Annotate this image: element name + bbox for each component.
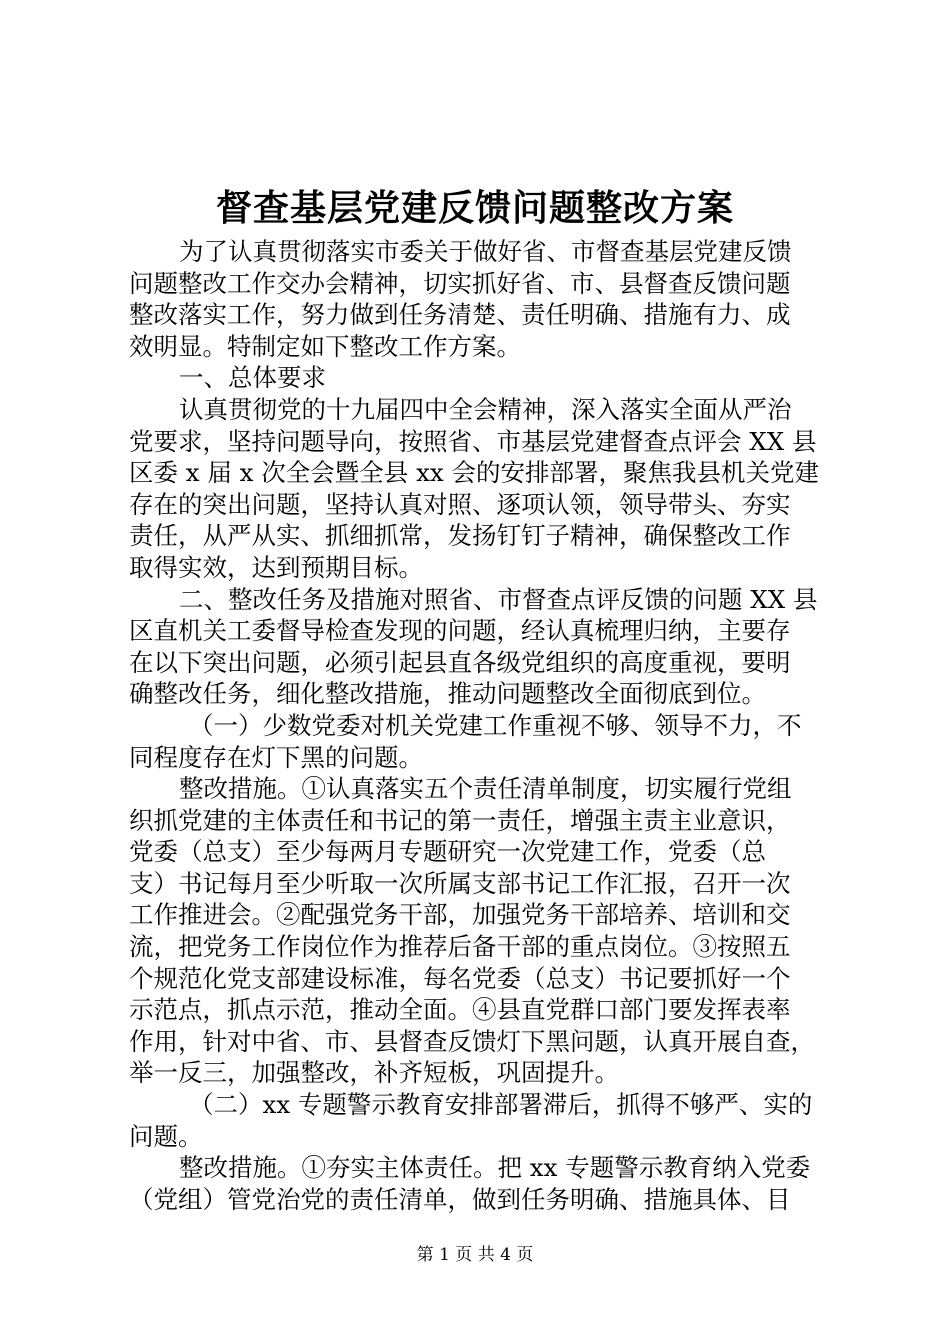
subsection-heading: （一）少数党委对机关党建工作重视不够、领导不力，不	[189, 710, 802, 740]
body-line: 举一反三，加强整改，补齐短板，巩固提升。	[129, 1058, 619, 1088]
body-line: 整改措施。①认真落实五个责任清单制度，切实履行党组	[179, 774, 792, 804]
body-line: 区委 x 届 x 次全会暨全县 xx 会的安排部署，聚焦我县机关党建	[129, 458, 819, 488]
body-line: 在以下突出问题，必须引起县直各级党组织的高度重视，要明	[129, 647, 791, 677]
body-line: 区直机关工委督导检查发现的问题，经认真梳理归纳，主要存	[129, 616, 791, 646]
section-heading: 一、总体要求	[179, 363, 326, 393]
document-title: 督查基层党建反馈问题整改方案	[215, 187, 734, 229]
body-line: 问题。	[129, 1121, 203, 1151]
body-line: 同程度存在灯下黑的问题。	[129, 742, 423, 772]
body-line: 整改措施。①夯实主体责任。把 xx 专题警示教育纳入党委	[179, 1153, 811, 1183]
body-line: 确整改任务，细化整改措施，推动问题整改全面彻底到位。	[129, 679, 766, 709]
body-line: 工作推进会。②配强党务干部，加强党务干部培养、培训和交	[129, 900, 791, 930]
body-line: 问题整改工作交办会精神，切实抓好省、市、县督查反馈问题	[129, 268, 791, 298]
document-body	[129, 236, 829, 1215]
body-line: 流，把党务工作岗位作为推荐后备干部的重点岗位。③按照五	[129, 932, 791, 962]
body-line: 效明显。特制定如下整改工作方案。	[129, 331, 521, 361]
body-line: 为了认真贯彻落实市委关于做好省、市督查基层党建反馈	[179, 237, 792, 266]
body-line: 支）书记每月至少听取一次所属支部书记工作汇报，召开一次	[129, 868, 791, 898]
subsection-heading: （二）xx 专题警示教育安排部署滞后，抓得不够严、实的	[189, 1090, 813, 1120]
body-line: 作用，针对中省、市、县督查反馈灯下黑问题，认真开展自查，	[129, 1026, 815, 1056]
body-line: （党组）管党治党的责任清单，做到任务明确、措施具体、目	[129, 1184, 791, 1214]
body-line: 认真贯彻党的十九届四中全会精神，深入落实全面从严治	[179, 394, 792, 424]
body-line: 整改落实工作，努力做到任务清楚、责任明确、措施有力、成	[129, 300, 791, 330]
body-line: 取得实效，达到预期目标。	[129, 552, 423, 582]
body-line: 党委（总支）至少每两月专题研究一次党建工作，党委（总	[129, 837, 766, 867]
section-heading: 二、整改任务及措施对照省、市督查点评反馈的问题 XX 县	[179, 584, 818, 614]
body-line: 个规范化党支部建设标准，每名党委（总支）书记要抓好一个	[129, 963, 791, 993]
body-line: 织抓党建的主体责任和书记的第一责任，增强主责主业意识，	[129, 805, 791, 835]
body-line: 责任，从严从实、抓细抓常，发扬钉钉子精神，确保整改工作	[129, 521, 791, 551]
body-line: 存在的突出问题，坚持认真对照、逐项认领，领导带头、夯实	[129, 489, 791, 519]
page-number-footer: 第 1 页 共 4 页	[416, 1245, 534, 1265]
body-line: 示范点，抓点示范，推动全面。④县直党群口部门要发挥表率	[129, 995, 791, 1025]
body-line: 党要求，坚持问题导向，按照省、市基层党建督查点评会 XX 县	[129, 426, 817, 456]
